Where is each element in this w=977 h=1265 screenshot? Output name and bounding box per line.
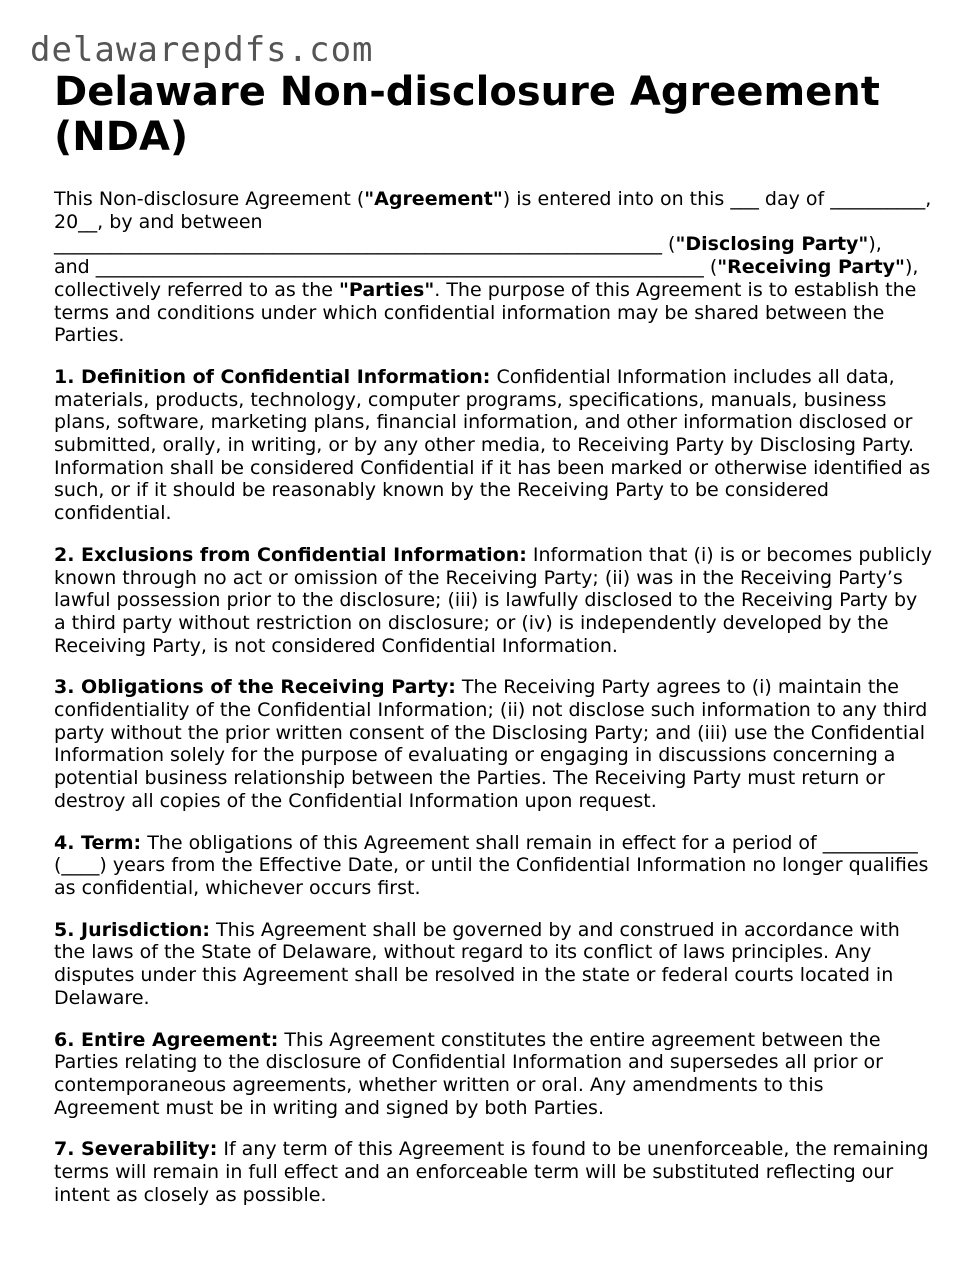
section-body: The obligations of this Agreement shall remain in effect for a period of __________ (____) years from the Effective Date, or until the Confidential Information no longer qualifies as confidential, whichever occurs first.	[54, 831, 929, 899]
section-2	[54, 544, 934, 658]
section-4	[54, 832, 934, 900]
section-body: This Agreement constitutes the entire agreement between the Parties relating to the disclosure of Confidential Information and supersedes all prior or contemporaneous agreements, whether written or oral. Any amendments to this Agreement must be in writing and signed by both Parties.	[54, 1028, 883, 1119]
document-body	[54, 70, 934, 1225]
document-title: Delaware Non-disclosure Agreement (NDA)	[54, 69, 880, 160]
section-body: Information that (i) is or becomes publicly known through no act or omission of the Receiving Party; (ii) was in the Receiving Party’s lawful possession prior to the disclosure; (iii) is lawfully disclosed to the Receiving Party by a third party without restriction on disclosure; or (iv) is independently developed by the Receiving Party, is not considered Confidential Information.	[54, 543, 933, 657]
section-1	[54, 366, 934, 525]
parties-term: "Parties"	[339, 278, 435, 301]
section-5	[54, 919, 934, 1010]
intro-text: ), collectively referred to as the	[54, 256, 919, 301]
disclosing-party-blank: ________________________________________________________________	[54, 233, 662, 256]
section-heading: 1. Definition of Confidential Information:	[54, 365, 491, 388]
section-heading: 2. Exclusions from Confidential Information:	[54, 543, 527, 566]
section-heading: 4. Term:	[54, 831, 142, 854]
section-heading: 6. Entire Agreement:	[54, 1028, 279, 1051]
section-7	[54, 1138, 934, 1206]
disclosing-party-term: "Disclosing Party"	[675, 233, 869, 256]
section-heading: 7. Severability:	[54, 1138, 218, 1161]
section-heading: 5. Jurisdiction:	[54, 918, 210, 941]
receiving-party-blank: and ________________________________________________________________ (	[54, 256, 718, 279]
intro-text: ),	[868, 233, 882, 256]
section-body: If any term of this Agreement is found to be unenforceable, the remaining terms will remain in full effect and an enforceable term will be substituted reflecting our intent as closely as possible.	[54, 1138, 929, 1206]
section-body: Confidential Information includes all data, materials, products, technology, computer programs, specifications, manuals, business plans, software, marketing plans, financial information, and other information disclosed or submitted, orally, in writing, or by any other media, to Receiving Party by Disclosing Party. Information shall be considered Confidential if it has been marked or otherwise identified as such, or if it should be reasonably known by the Receiving Party to be considered confidential.	[54, 365, 931, 525]
intro-text: . The purpose of this Agreement is to establish the terms and conditions under which confidential information may be shared between the Parties.	[54, 278, 917, 347]
section-heading: 3. Obligations of the Receiving Party:	[54, 676, 456, 699]
section-3	[54, 676, 934, 812]
intro-text: (	[662, 233, 676, 256]
intro-text: This Non-disclosure Agreement (	[54, 188, 365, 210]
section-6	[54, 1029, 934, 1120]
section-body: The Receiving Party agrees to (i) maintain the confidentiality of the Confidential Information; (ii) not disclose such information to any third party without the prior written consent of the Disclosing Party; and (iii) use the Confidential Information solely for the purpose of evaluating or engaging in discussions concerning a potential business relationship between the Parties. The Receiving Party must return or destroy all copies of the Confidential Information upon request.	[54, 676, 928, 812]
section-body: This Agreement shall be governed by and construed in accordance with the laws of the State of Delaware, without regard to its conflict of laws principles. Any disputes under this Agreement shall be resolved in the state or federal courts located in Delaware.	[54, 918, 900, 1009]
intro-paragraph	[54, 188, 934, 347]
agreement-term: "Agreement"	[364, 188, 503, 210]
site-watermark: delawarepdfs.com	[30, 30, 374, 70]
intro-text: ) is entered into on this ___ day of __________, 20__, by and between	[54, 188, 932, 233]
receiving-party-term: "Receiving Party"	[717, 256, 905, 279]
